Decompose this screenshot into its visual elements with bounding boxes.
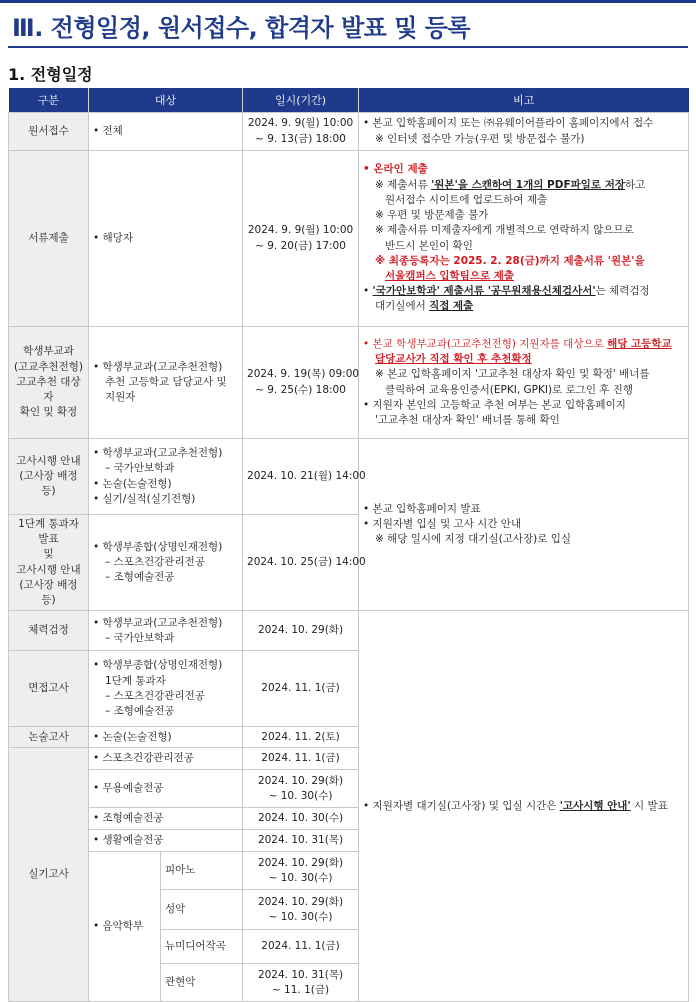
row-category: 서류제출 — [9, 151, 89, 327]
row-note: • 지원자별 대기실(고사장) 및 입실 시간은 '고사시행 안내' 시 발표 — [359, 611, 689, 1002]
row-date: 2024. 10. 29(화) ~ 10. 30(수) — [243, 852, 359, 890]
schedule-table — [8, 88, 689, 1002]
row-date: 2024. 11. 2(토) — [243, 727, 359, 748]
row-date: 2024. 10. 29(화) ~ 10. 30(수) — [243, 890, 359, 930]
row-category: 체력검정 — [9, 611, 89, 651]
row-category: 실기고사 — [9, 748, 89, 1002]
row-date: 2024. 10. 29(화) — [243, 611, 359, 651]
table-row — [9, 113, 689, 151]
row-subtarget: 피아노 — [161, 852, 243, 890]
row-target: • 해당자 — [89, 151, 243, 327]
section-title: 1. 전형일정 — [8, 65, 93, 84]
row-category: 논술고사 — [9, 727, 89, 748]
table-header-row — [9, 88, 689, 113]
row-target: • 학생부종합(상명인재전형) 1단계 통과자 – 스포츠건강관리전공 – 조형예술전공 — [89, 651, 243, 727]
row-note: • 본교 학생부교과(고교추천전형) 지원자를 대상으로 해당 고등학교 담당교사가 직접 확인 후 추천확정 ※ 본교 입학홈페이지 '고교추천 대상자 확인 및 확정' 배너를 클릭하여 교육용인증서(EPKI, GPKI)로 로그인 후 진행 • 지원자 본인의 고등학교 추천 여부는 본교 입학홈페이지 '고교추천 대상자 확인' 배너를 통해 확인 — [359, 327, 689, 439]
row-date: 2024. 10. 31(목) ~ 11. 1(금) — [243, 964, 359, 1002]
row-note: • 본교 입학홈페이지 발표 • 지원자별 입실 및 고사 시간 안내 ※ 해당 일시에 지정 대기실(고사장)로 입실 — [359, 439, 689, 611]
row-category: 학생부교과 (고교추천전형) 고교추천 대상자 확인 및 확정 — [9, 327, 89, 439]
header-date: 일시(기간) — [243, 88, 359, 113]
row-target: • 학생부교과(고교추천전형) – 국가안보학과 • 논술(논술전형) • 실기/실적(실기전형) — [89, 439, 243, 515]
row-target: • 전체 — [89, 113, 243, 151]
row-date: 2024. 10. 21(월) 14:00 — [243, 439, 359, 515]
table-row — [9, 151, 689, 327]
row-category: 고사시행 안내 (고사장 배정 등) — [9, 439, 89, 515]
row-target: • 음악학부 — [89, 852, 161, 1002]
row-note: • 온라인 제출 ※ 제출서류 '원본'을 스캔하여 1개의 PDF파일로 저장하고 원서접수 시이트에 업로드하여 제출 ※ 우편 및 방문제출 불가 ※ 제출서류 미제출자에게 개별적으로 연락하지 않으므로 반드시 본인이 확인 ※ 최종등록자는 2025. 2. 28(금)까지 제출서류 '원본'을 서울캠퍼스 입학팀으로 제출 • '국가안보학과' 제출서류 '공무원채용신체검사서'는 체력검정 대기실에서 직접 제출 — [359, 151, 689, 327]
row-target: • 학생부교과(고교추천전형) 추천 고등학교 담당교사 및 지원자 — [89, 327, 243, 439]
row-subtarget: 뉴미디어작곡 — [161, 930, 243, 964]
row-note: • 본교 입학홈페이지 또는 ㈜유웨이어플라이 홈페이지에서 접수 ※ 인터넷 접수만 가능(우편 및 방문접수 불가) — [359, 113, 689, 151]
row-category: 면접고사 — [9, 651, 89, 727]
header-note: 비고 — [359, 88, 689, 113]
row-date: 2024. 11. 1(금) — [243, 930, 359, 964]
row-subtarget: 관현악 — [161, 964, 243, 1002]
row-date: 2024. 11. 1(금) — [243, 651, 359, 727]
row-date: 2024. 10. 25(금) 14:00 — [243, 515, 359, 611]
row-target: • 논술(논술전형) — [89, 727, 243, 748]
page-title: Ⅲ. 전형일정, 원서접수, 합격자 발표 및 등록 — [12, 14, 471, 42]
row-date: 2024. 11. 1(금) — [243, 748, 359, 770]
row-date: 2024. 10. 29(화) ~ 10. 30(수) — [243, 770, 359, 808]
table-row — [9, 439, 689, 515]
row-target: • 스포츠건강관리전공 — [89, 748, 243, 770]
row-date: 2024. 9. 9(월) 10:00 ~ 9. 20(금) 17:00 — [243, 151, 359, 327]
row-date: 2024. 10. 31(목) — [243, 830, 359, 852]
row-target: • 학생부교과(고교추천전형) – 국가안보학과 — [89, 611, 243, 651]
row-date: 2024. 9. 19(목) 09:00 ~ 9. 25(수) 18:00 — [243, 327, 359, 439]
row-subtarget: 성악 — [161, 890, 243, 930]
row-target: • 조형예술전공 — [89, 808, 243, 830]
top-rule — [0, 0, 696, 3]
row-target: • 학생부종합(상명인재전형) – 스포츠건강관리전공 – 조형예술전공 — [89, 515, 243, 611]
header-category: 구분 — [9, 88, 89, 113]
row-category: 원서접수 — [9, 113, 89, 151]
table-row — [9, 611, 689, 651]
title-underline — [8, 46, 688, 48]
row-date: 2024. 9. 9(월) 10:00 ~ 9. 13(금) 18:00 — [243, 113, 359, 151]
row-date: 2024. 10. 30(수) — [243, 808, 359, 830]
table-row — [9, 327, 689, 439]
row-category: 1단계 통과자 발표 및 고사시행 안내 (고사장 배정 등) — [9, 515, 89, 611]
row-target: • 무용예술전공 — [89, 770, 243, 808]
row-target: • 생활예술전공 — [89, 830, 243, 852]
header-target: 대상 — [89, 88, 243, 113]
